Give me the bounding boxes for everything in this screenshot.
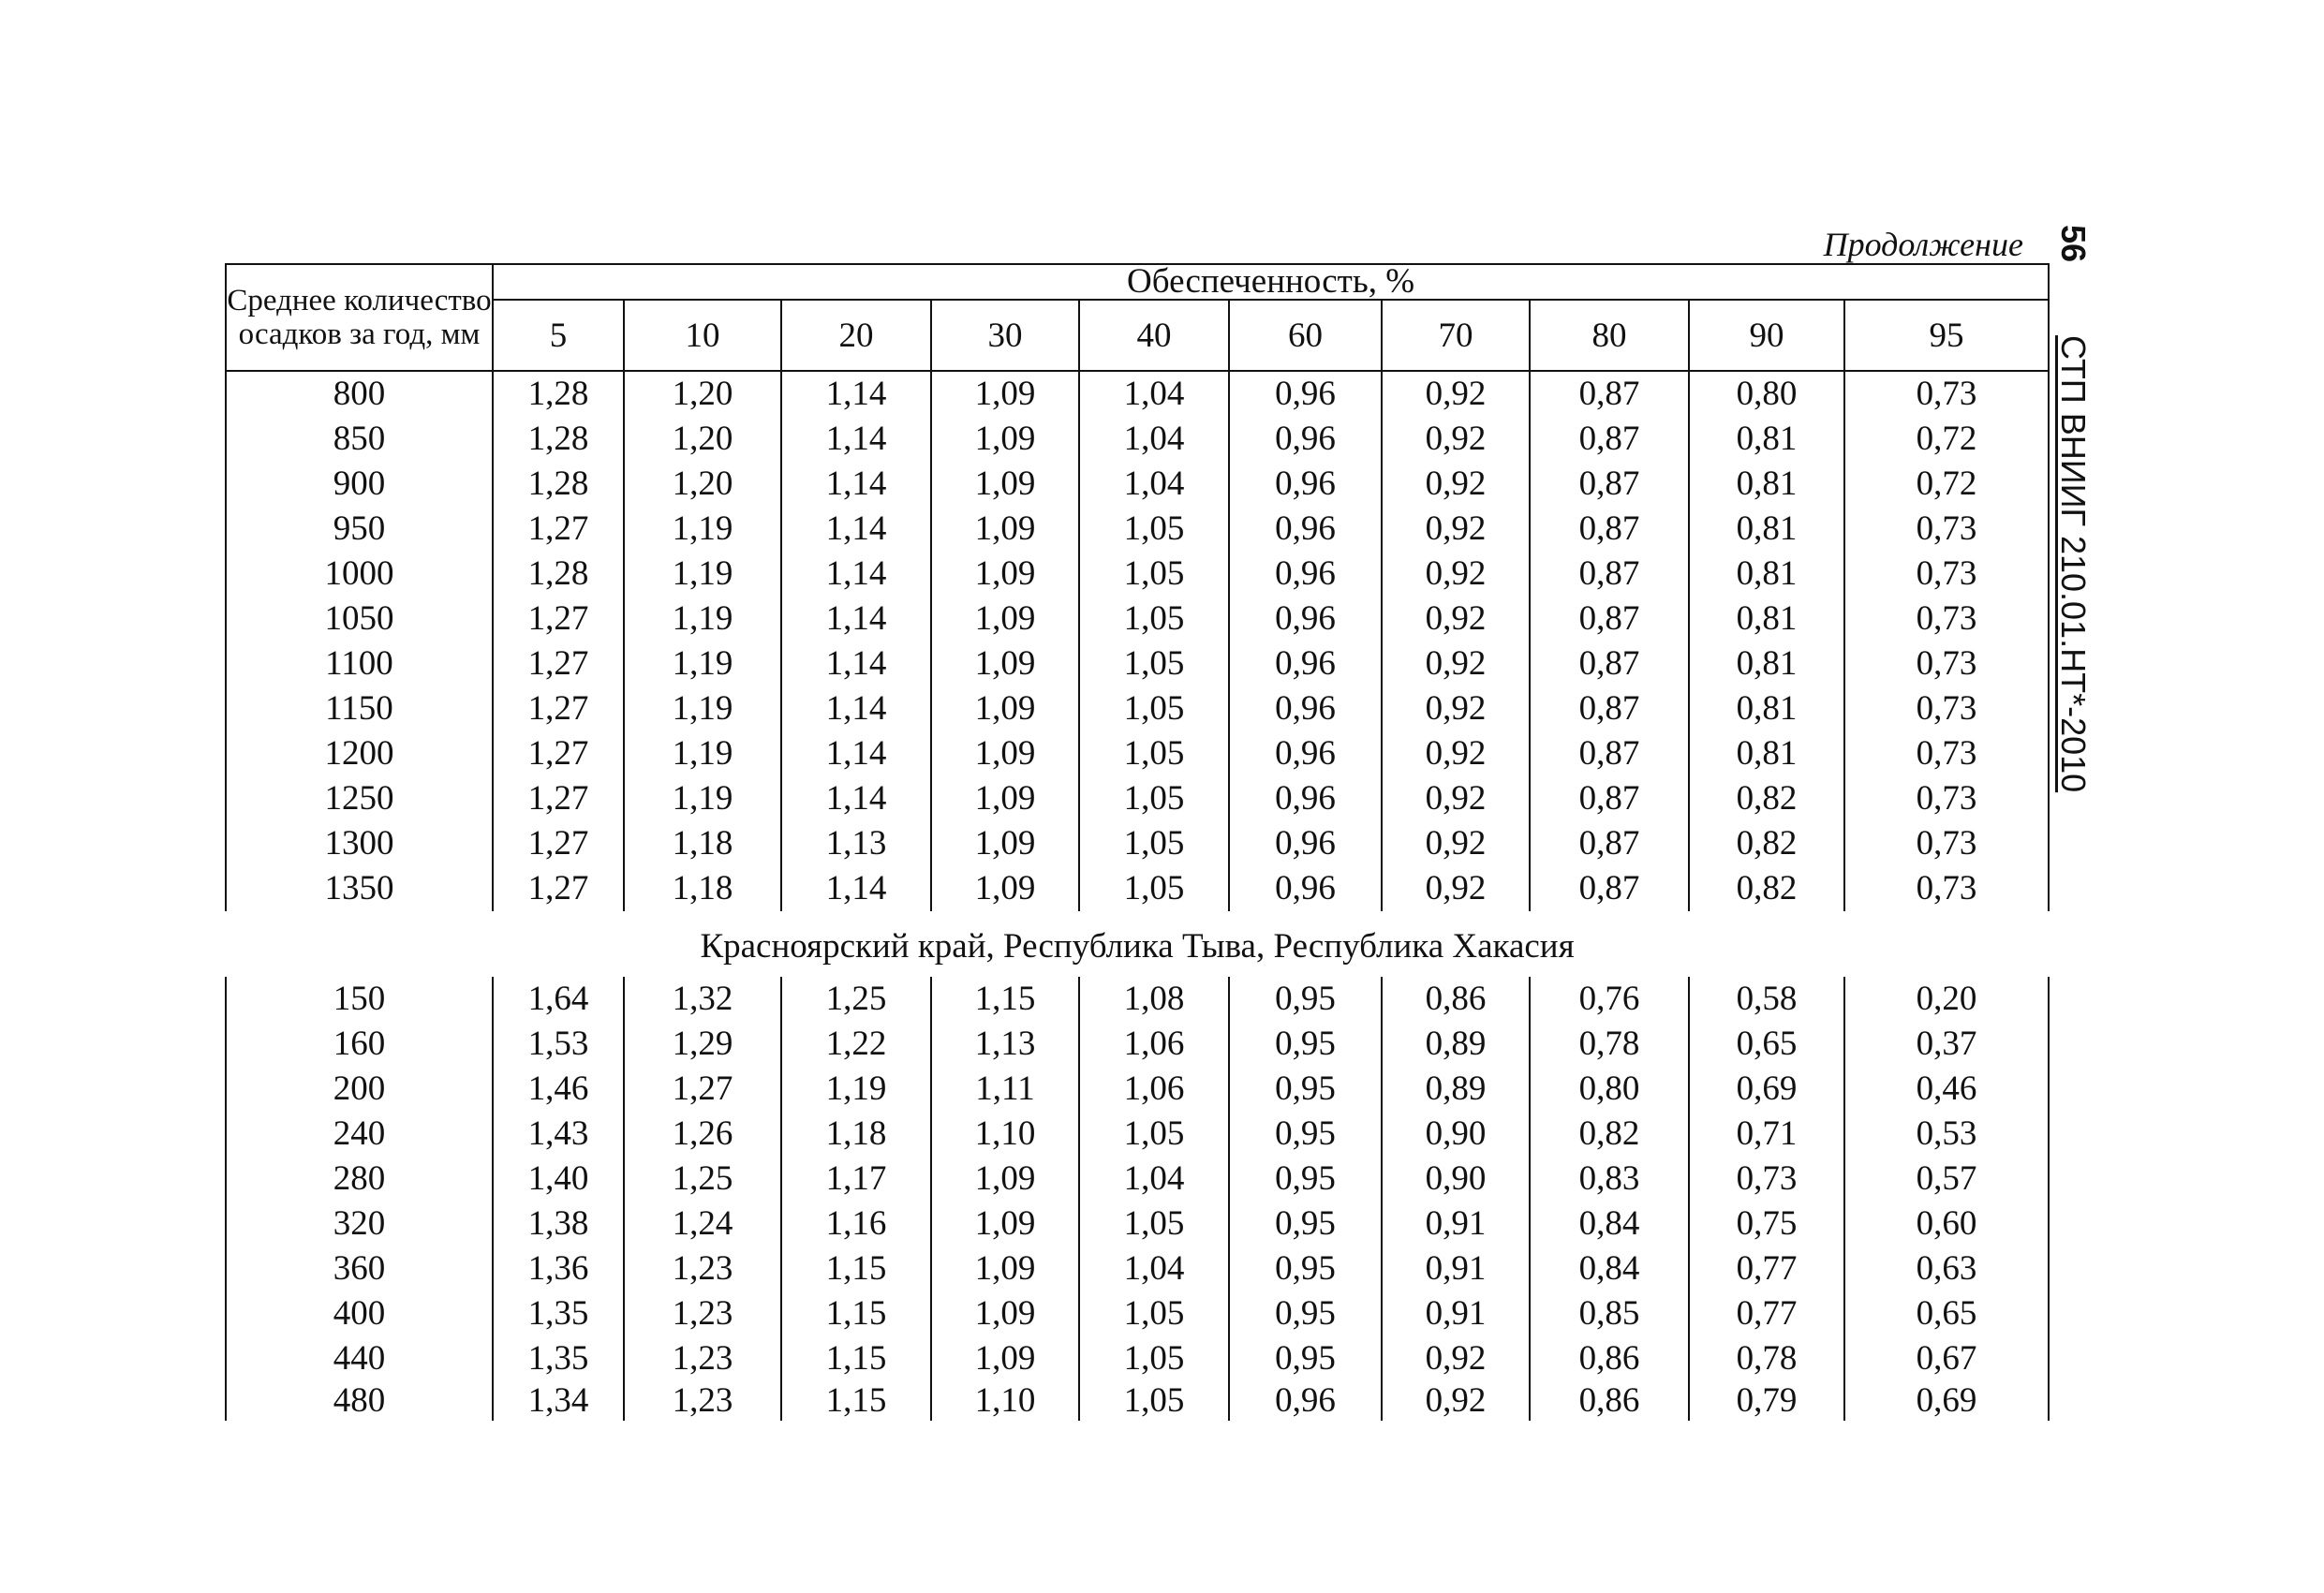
continuation-label: Продолжение [1823,226,2023,263]
table-row [226,1022,2049,1067]
table-cell: 1,19 [624,776,781,821]
table-cell: 0,92 [1382,821,1530,866]
column-header: 80 [1530,300,1689,371]
table-cell: 1,23 [624,1291,781,1336]
table-row [226,776,2049,821]
table-cell: 0,81 [1689,552,1844,597]
row-label: 200 [226,1067,493,1112]
table-cell: 0,96 [1229,776,1382,821]
table-cell: 1,19 [781,1067,931,1112]
table-cell: 0,87 [1530,417,1689,462]
table-row [226,507,2049,552]
table-cell: 0,77 [1689,1246,1844,1291]
table-cell: 0,71 [1689,1112,1844,1157]
row-label: 1000 [226,552,493,597]
table-cell: 0,92 [1382,552,1530,597]
table-cell: 1,20 [624,417,781,462]
table-cell: 0,73 [1844,597,2049,642]
table-cell: 1,09 [931,821,1079,866]
table-row [226,731,2049,776]
table-cell: 0,87 [1530,507,1689,552]
table-cell: 0,87 [1530,597,1689,642]
table-cell: 1,14 [781,597,931,642]
table-cell: 1,09 [931,462,1079,507]
table-cell: 1,05 [1079,866,1229,911]
table-cell: 0,95 [1229,1336,1382,1381]
table-cell: 0,53 [1844,1112,2049,1157]
table-cell: 0,91 [1382,1291,1530,1336]
table-cell: 1,34 [493,1381,624,1421]
table-cell: 1,09 [931,642,1079,686]
table-cell: 0,81 [1689,597,1844,642]
table-cell: 0,92 [1382,462,1530,507]
table-cell: 0,87 [1530,552,1689,597]
row-label: 850 [226,417,493,462]
table-cell: 0,81 [1689,731,1844,776]
table-row [226,1336,2049,1381]
table-cell: 0,81 [1689,686,1844,731]
table-cell: 0,82 [1689,821,1844,866]
table-row [226,977,2049,1022]
table-cell: 0,92 [1382,417,1530,462]
table-cell: 1,06 [1079,1067,1229,1112]
table-cell: 1,14 [781,552,931,597]
table-cell: 1,14 [781,507,931,552]
table-cell: 0,84 [1530,1246,1689,1291]
table-cell: 1,20 [624,462,781,507]
table-cell: 1,20 [624,371,781,417]
table-cell: 0,95 [1229,1246,1382,1291]
table-cell: 0,96 [1229,1381,1382,1421]
row-header-cell: Среднее количество осадков за год, мм [226,264,493,371]
document-code: СТП ВНИИГ 210.01.НТ*-2010 [2054,335,2093,793]
table-cell: 1,46 [493,1067,624,1112]
table-cell: 1,27 [493,866,624,911]
table-cell: 1,05 [1079,552,1229,597]
table-cell: 1,05 [1079,642,1229,686]
table-cell: 1,06 [1079,1022,1229,1067]
table-cell: 1,09 [931,552,1079,597]
table-cell: 1,14 [781,462,931,507]
row-label: 150 [226,977,493,1022]
table-cell: 0,83 [1530,1157,1689,1202]
table-cell: 1,19 [624,731,781,776]
table-cell: 0,37 [1844,1022,2049,1067]
table-cell: 1,14 [781,642,931,686]
table-cell: 0,73 [1844,866,2049,911]
table-cell: 1,18 [624,866,781,911]
table-cell: 0,72 [1844,417,2049,462]
table-cell: 1,38 [493,1202,624,1246]
table-cell: 1,15 [781,1336,931,1381]
table-cell: 1,15 [781,1246,931,1291]
column-header: 70 [1382,300,1530,371]
table-cell: 0,81 [1689,417,1844,462]
table-cell: 1,05 [1079,1112,1229,1157]
table-cell: 1,19 [624,552,781,597]
table-cell: 0,92 [1382,776,1530,821]
table-cell: 1,40 [493,1157,624,1202]
table-cell: 1,27 [493,731,624,776]
table-cell: 0,87 [1530,642,1689,686]
table-row [226,1157,2049,1202]
table-cell: 1,04 [1079,1157,1229,1202]
column-header: 60 [1229,300,1382,371]
table-cell: 1,05 [1079,1381,1229,1421]
table-cell: 1,09 [931,1336,1079,1381]
table-cell: 1,27 [493,597,624,642]
table-cell: 1,04 [1079,1246,1229,1291]
table-cell: 1,24 [624,1202,781,1246]
table-cell: 1,17 [781,1157,931,1202]
table-cell: 0,86 [1530,1381,1689,1421]
table-section-region [226,915,2049,1421]
table-cell: 0,92 [1382,507,1530,552]
table-cell: 0,96 [1229,731,1382,776]
table-cell: 1,27 [624,1067,781,1112]
table-cell: 1,09 [931,507,1079,552]
table-cell: 0,86 [1382,977,1530,1022]
table-cell: 1,05 [1079,1202,1229,1246]
column-header: 90 [1689,300,1844,371]
table-cell: 0,82 [1530,1112,1689,1157]
table-cell: 1,35 [493,1336,624,1381]
row-label: 800 [226,371,493,417]
table-cell: 1,09 [931,1202,1079,1246]
table-row [226,552,2049,597]
table-cell: 0,87 [1530,686,1689,731]
table-cell: 1,15 [781,1291,931,1336]
table-cell: 0,57 [1844,1157,2049,1202]
page-number: 56 [2054,225,2093,263]
side-header [2051,225,2095,792]
table-row [226,1381,2049,1421]
table-cell: 0,60 [1844,1202,2049,1246]
row-label: 320 [226,1202,493,1246]
table-cell: 0,86 [1530,1336,1689,1381]
row-label: 360 [226,1246,493,1291]
table-cell: 1,29 [624,1022,781,1067]
table-cell: 0,92 [1382,731,1530,776]
column-header: 95 [1844,300,2049,371]
table-cell: 1,05 [1079,597,1229,642]
table-cell: 1,27 [493,686,624,731]
table-cell: 1,04 [1079,462,1229,507]
table-section-main [226,371,2049,915]
table-cell: 1,05 [1079,507,1229,552]
table-cell: 1,19 [624,507,781,552]
table-cell: 0,91 [1382,1246,1530,1291]
table-cell: 0,87 [1530,731,1689,776]
table-cell: 1,14 [781,776,931,821]
table-cell: 0,20 [1844,977,2049,1022]
table-cell: 0,92 [1382,1381,1530,1421]
section-title-row [226,915,2049,977]
table-cell: 1,09 [931,417,1079,462]
table-cell: 1,04 [1079,417,1229,462]
table-cell: 0,65 [1689,1022,1844,1067]
row-label: 950 [226,507,493,552]
table-cell: 1,27 [493,776,624,821]
row-label: 1350 [226,866,493,911]
table-cell: 0,69 [1689,1067,1844,1112]
table-cell: 0,75 [1689,1202,1844,1246]
row-label: 900 [226,462,493,507]
table-cell: 1,16 [781,1202,931,1246]
table-row [226,866,2049,911]
table-row [226,686,2049,731]
table-cell: 0,92 [1382,686,1530,731]
table-cell: 0,92 [1382,371,1530,417]
table-cell: 0,73 [1844,731,2049,776]
table-cell: 1,09 [931,776,1079,821]
row-label: 160 [226,1022,493,1067]
table-cell: 0,80 [1530,1067,1689,1112]
table-cell: 0,95 [1229,1112,1382,1157]
table-cell: 0,96 [1229,686,1382,731]
table-cell: 1,09 [931,1291,1079,1336]
table-cell: 0,73 [1844,686,2049,731]
table-cell: 1,19 [624,686,781,731]
table-cell: 1,09 [931,686,1079,731]
table-cell: 1,27 [493,507,624,552]
table-cell: 1,14 [781,866,931,911]
table-cell: 1,53 [493,1022,624,1067]
table-cell: 1,09 [931,597,1079,642]
table-cell: 0,73 [1844,552,2049,597]
row-label: 280 [226,1157,493,1202]
table-cell: 0,90 [1382,1112,1530,1157]
table-cell: 1,09 [931,1157,1079,1202]
table-cell: 0,96 [1229,371,1382,417]
table-cell: 0,96 [1229,417,1382,462]
table-cell: 0,73 [1844,507,2049,552]
table-cell: 0,89 [1382,1022,1530,1067]
table-cell: 1,32 [624,977,781,1022]
table-cell: 0,78 [1689,1336,1844,1381]
table-cell: 1,05 [1079,1291,1229,1336]
table-cell: 0,69 [1844,1381,2049,1421]
table-cell: 1,05 [1079,821,1229,866]
table-cell: 1,14 [781,731,931,776]
table-cell: 1,18 [624,821,781,866]
table-cell: 0,73 [1844,776,2049,821]
group-header-cell: Обеспеченность, % [493,264,2049,300]
table-cell: 1,25 [781,977,931,1022]
column-header: 10 [624,300,781,371]
table-cell: 0,89 [1382,1067,1530,1112]
table-cell: 1,19 [624,597,781,642]
table-row [226,821,2049,866]
table-row [226,371,2049,417]
table-cell: 0,81 [1689,507,1844,552]
row-label: 480 [226,1381,493,1421]
table-cell: 1,10 [931,1112,1079,1157]
table-cell: 0,87 [1530,866,1689,911]
table-cell: 0,95 [1229,1157,1382,1202]
probability-coefficient-table [225,263,2050,1421]
row-label: 1150 [226,686,493,731]
table-cell: 1,28 [493,371,624,417]
table-cell: 1,64 [493,977,624,1022]
table-cell: 0,78 [1530,1022,1689,1067]
table-row [226,1067,2049,1112]
table-cell: 1,13 [931,1022,1079,1067]
table-cell: 0,92 [1382,1336,1530,1381]
table-cell: 1,11 [931,1067,1079,1112]
section-title: Красноярский край, Республика Тыва, Республика Хакасия [700,927,1575,966]
table-cell: 1,23 [624,1381,781,1421]
table-cell: 0,79 [1689,1381,1844,1421]
table-cell: 1,09 [931,866,1079,911]
table-row [226,1202,2049,1246]
column-header: 5 [493,300,624,371]
table-cell: 1,14 [781,371,931,417]
table-cell: 0,84 [1530,1202,1689,1246]
table-cell: 0,76 [1530,977,1689,1022]
column-header-row [226,300,2049,371]
table-cell: 0,92 [1382,866,1530,911]
table-cell: 0,96 [1229,552,1382,597]
table-cell: 1,09 [931,731,1079,776]
table-cell: 0,73 [1844,371,2049,417]
table-cell: 1,26 [624,1112,781,1157]
table-cell: 0,95 [1229,1202,1382,1246]
column-header: 20 [781,300,931,371]
table-cell: 1,22 [781,1022,931,1067]
table-cell: 1,19 [624,642,781,686]
row-label: 1250 [226,776,493,821]
table-row [226,1112,2049,1157]
row-label: 1300 [226,821,493,866]
table-cell: 1,15 [931,977,1079,1022]
table-cell: 0,95 [1229,1067,1382,1112]
row-label: 1200 [226,731,493,776]
table-cell: 1,05 [1079,731,1229,776]
table-cell: 0,73 [1844,821,2049,866]
table-cell: 0,96 [1229,597,1382,642]
table-cell: 0,85 [1530,1291,1689,1336]
table-cell: 0,92 [1382,642,1530,686]
table-row [226,642,2049,686]
table-cell: 1,28 [493,462,624,507]
table-cell: 0,82 [1689,776,1844,821]
table-cell: 0,87 [1530,776,1689,821]
table-cell: 1,23 [624,1246,781,1291]
table-cell: 0,87 [1530,462,1689,507]
table-cell: 0,87 [1530,821,1689,866]
table-cell: 0,95 [1229,977,1382,1022]
row-label: 240 [226,1112,493,1157]
row-label: 440 [226,1336,493,1381]
table-row [226,597,2049,642]
table-cell: 0,72 [1844,462,2049,507]
table-cell: 0,96 [1229,507,1382,552]
table-cell: 0,58 [1689,977,1844,1022]
table-cell: 1,23 [624,1336,781,1381]
table-row [226,462,2049,507]
table-cell: 0,90 [1382,1157,1530,1202]
table-cell: 0,46 [1844,1067,2049,1112]
column-header: 40 [1079,300,1229,371]
row-label: 1100 [226,642,493,686]
table-cell: 0,73 [1844,642,2049,686]
table-cell: 1,09 [931,1246,1079,1291]
column-header: 30 [931,300,1079,371]
table-cell: 0,96 [1229,821,1382,866]
table-cell: 0,81 [1689,462,1844,507]
row-label: 400 [226,1291,493,1336]
table-cell: 0,96 [1229,642,1382,686]
table-cell: 1,14 [781,686,931,731]
table-row [226,417,2049,462]
table-cell: 1,09 [931,371,1079,417]
table-cell: 0,73 [1689,1157,1844,1202]
table-cell: 1,18 [781,1112,931,1157]
table-cell: 1,36 [493,1246,624,1291]
table-cell: 0,91 [1382,1202,1530,1246]
table-cell: 1,05 [1079,1336,1229,1381]
table-cell: 0,87 [1530,371,1689,417]
table-cell: 0,96 [1229,462,1382,507]
table-cell: 0,80 [1689,371,1844,417]
table-cell: 0,81 [1689,642,1844,686]
table-cell: 1,43 [493,1112,624,1157]
table-cell: 0,96 [1229,866,1382,911]
table-row [226,1291,2049,1336]
table-cell: 0,82 [1689,866,1844,911]
table-cell: 1,08 [1079,977,1229,1022]
table-cell: 1,10 [931,1381,1079,1421]
table-cell: 1,13 [781,821,931,866]
table-row [226,1246,2049,1291]
table-cell: 0,63 [1844,1246,2049,1291]
table-cell: 1,27 [493,821,624,866]
table-cell: 1,15 [781,1381,931,1421]
row-label: 1050 [226,597,493,642]
table-cell: 1,05 [1079,686,1229,731]
table-cell: 1,04 [1079,371,1229,417]
table-cell: 0,77 [1689,1291,1844,1336]
table-cell: 1,27 [493,642,624,686]
table-cell: 0,92 [1382,597,1530,642]
table-cell: 0,95 [1229,1291,1382,1336]
table-cell: 1,25 [624,1157,781,1202]
table-cell: 1,35 [493,1291,624,1336]
table-cell: 1,05 [1079,776,1229,821]
table-head [226,264,2049,371]
table-cell: 1,28 [493,417,624,462]
table-cell: 0,95 [1229,1022,1382,1067]
table-cell: 0,67 [1844,1336,2049,1381]
table-cell: 1,28 [493,552,624,597]
table-cell: 0,65 [1844,1291,2049,1336]
table-cell: 1,14 [781,417,931,462]
